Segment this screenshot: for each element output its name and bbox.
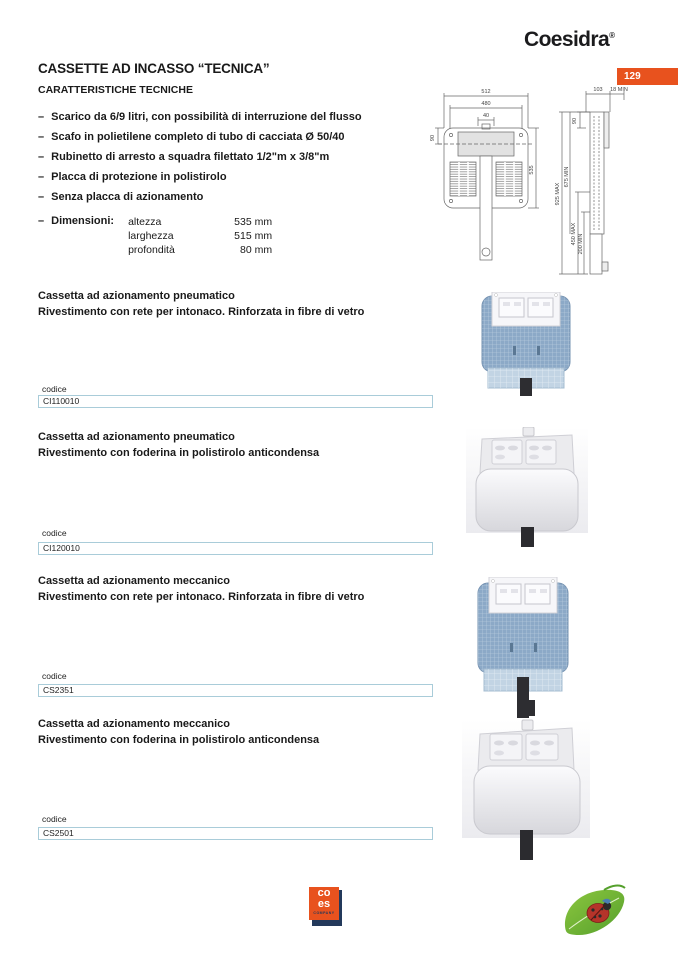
dimension-value: 515 mm [234,230,273,242]
coes-logo-es: es [317,898,331,910]
page-title: CASSETTE AD INCASSO “TECNICA” [38,61,270,76]
coes-logo-co: co [317,887,331,899]
feature-text: Rubinetto di arresto a squadra filettato 1/2"m x 3/8"m [51,151,330,163]
product-1-code-box: CI110010 [38,395,433,408]
product-3-code-box: CS2351 [38,684,433,697]
product-4-image-white-cistern [462,700,590,860]
dimension-value: 535 mm [234,216,273,228]
product-2-line2: Rivestimento con foderina in polistirolo anticondensa [38,446,320,459]
feature-item [38,172,428,184]
bullet-dash: – [38,131,45,143]
page-subtitle: CARATTERISTICHE TECNICHE [38,84,193,96]
feature-text: Senza placca di azionamento [51,191,204,203]
product-3-title [38,574,364,605]
dim-90-side-label: 90 [572,117,578,125]
product-4-code-label: codice [42,814,67,824]
upper-cistern-pipe-fragment [524,700,535,716]
product-2-code-box: CI120010 [38,542,433,555]
product-3-code-label: codice [42,671,67,681]
product-1-image-blue-mesh-cistern [476,292,576,396]
dimensions-caption: Dimensioni: [51,215,115,227]
dim-200min-label: 200 MIN [578,233,584,255]
dim-480-label: 480 [481,101,491,107]
dimensions-table [128,215,272,257]
product-3-image-blue-mesh-cistern [470,577,576,718]
product-3-line1: Cassetta ad azionamento meccanico [38,575,230,587]
dimensions-block [38,215,272,257]
bullet-dash: – [38,171,45,183]
dim-103-label: 103 [593,87,603,93]
brand-logo [524,28,614,52]
dim-90-front-label: 90 [430,134,436,142]
product-3-line2: Rivestimento con rete per intonaco. Rinforzata in fibre di vetro [38,590,365,603]
bullet-dash: – [38,151,45,163]
feature-text: Scafo in polietilene completo di tubo di cacciata Ø 50/40 [51,131,345,143]
coes-logo-bar [312,921,342,926]
dimension-row [128,243,272,257]
feature-item [38,112,428,124]
product-1-line1: Cassetta ad azionamento pneumatico [38,290,235,302]
technical-drawing [428,82,664,282]
product-4-title [38,717,319,748]
dimension-name: profondità [128,244,175,256]
dim-535-label: 535 [529,165,535,175]
features-list [38,112,428,212]
coes-company-logo [309,887,347,929]
feature-text: Scarico da 6/9 litri, con possibilità di interruzione del flusso [51,111,362,123]
brand-name: Coesidra [524,28,610,51]
dim-450max-label: 450 MAX [571,222,577,246]
product-1-title [38,289,364,320]
product-2-title [38,430,319,461]
bullet-dash: – [38,215,45,227]
product-4-line1: Cassetta ad azionamento meccanico [38,718,230,730]
dimensions-label [38,215,114,257]
feature-text: Placca di protezione in polistirolo [51,171,227,183]
feature-item [38,132,428,144]
feature-item [38,152,428,164]
product-1-code-label: codice [42,384,67,394]
eco-leaf-ladybug-logo [558,883,630,939]
product-2-code-label: codice [42,528,67,538]
bullet-dash: – [38,191,45,203]
dimension-value: 80 mm [239,244,273,256]
dim-18min-label: 18 MIN [610,87,628,93]
dim-925max-label: 925 MAX [555,182,561,206]
product-4-line2: Rivestimento con foderina in polistirolo anticondensa [38,733,320,746]
product-2-line1: Cassetta ad azionamento pneumatico [38,431,235,443]
product-4-code-box: CS2501 [38,827,433,840]
product-2-image-white-cistern [466,427,588,547]
dimension-name: larghezza [128,230,174,242]
coes-logo-box [309,887,339,920]
dim-675min-label: 675 MIN [564,166,570,188]
registered-mark: ® [609,31,615,40]
dim-512-label: 512 [481,89,491,95]
dimension-row [128,229,272,243]
bullet-dash: – [38,111,45,123]
dimension-row [128,215,272,229]
coes-logo-company: COMPANY [313,911,335,915]
product-1-line2: Rivestimento con rete per intonaco. Rinforzata in fibre di vetro [38,305,365,318]
feature-item [38,192,428,204]
dim-40-label: 40 [482,113,490,119]
dimension-name: altezza [128,216,162,228]
page-number-badge: 129 [617,68,678,85]
